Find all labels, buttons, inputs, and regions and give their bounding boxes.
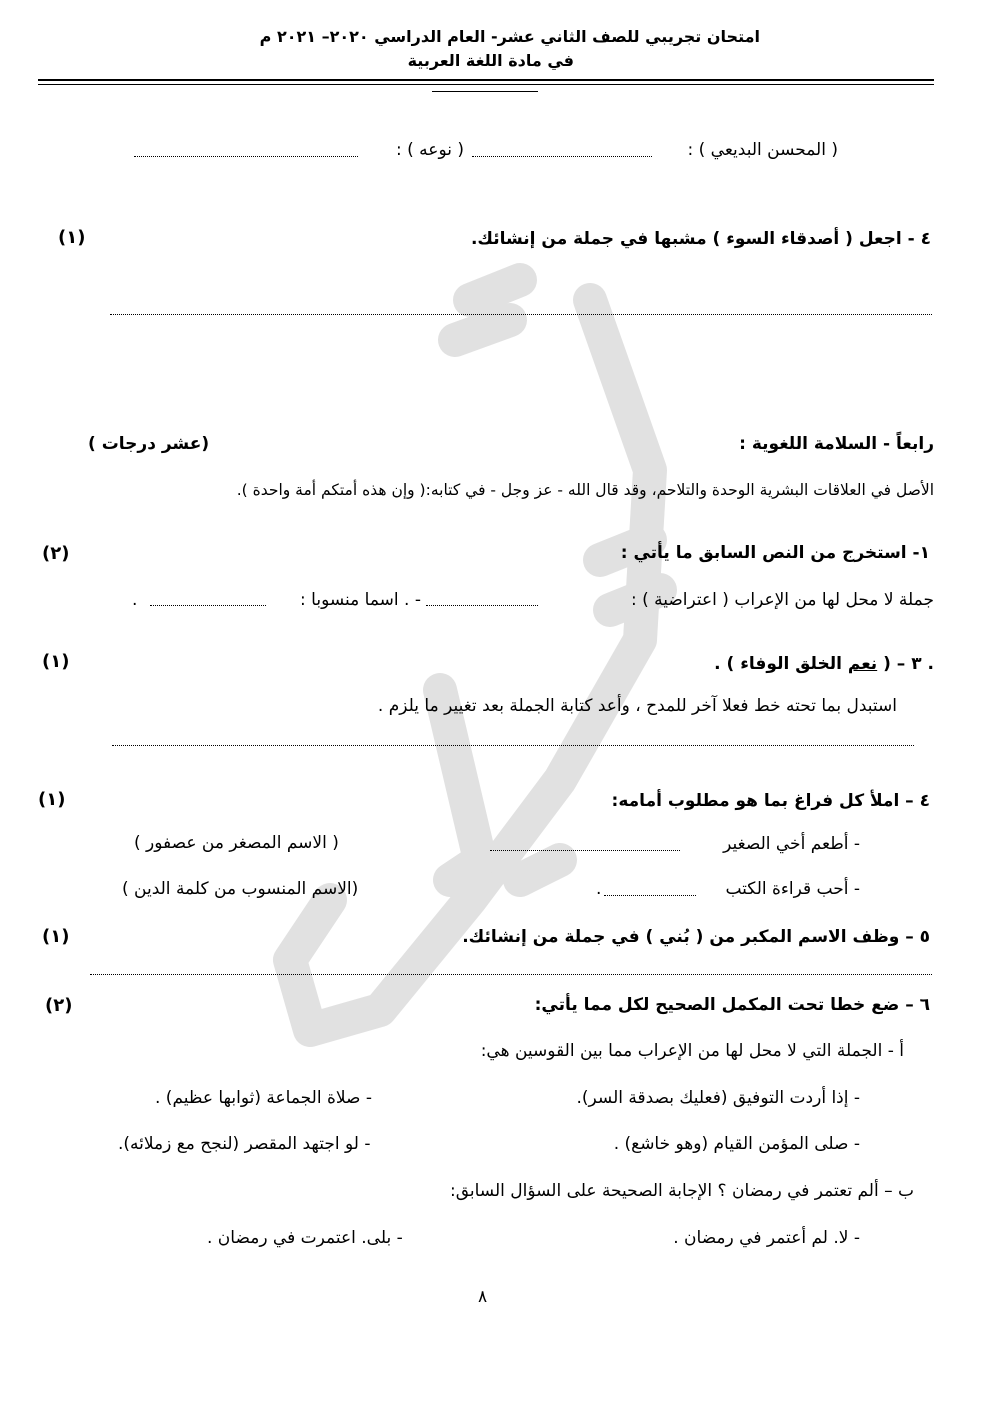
q5-answer-blank[interactable]: [90, 974, 932, 975]
section-grade: (عشر درجات ): [88, 434, 210, 454]
q3-question: [714, 653, 934, 675]
q6-mark: (٢): [45, 995, 73, 1016]
section-passage: الأصل في العلاقات البشرية الوحدة والتلاحم، وقد قال الله - عز وجل - في كتابه:( وإن هذه أمتكم أمة واحدة ).: [236, 481, 934, 499]
section-title: رابعاً - السلامة اللغوية :: [739, 434, 934, 454]
q4-item2: - أحب قراءة الكتب: [725, 879, 860, 899]
q6-a-option-4[interactable]: - لو اجتهد المقصر (لنجح مع زملائه).: [118, 1134, 371, 1154]
q1-blank-b[interactable]: [150, 605, 266, 606]
q4-mark: (١): [38, 789, 66, 810]
q4-item2-end: .: [596, 879, 602, 899]
q3-underlined-word: نعم: [847, 654, 878, 674]
q3-prefix: . ٣ – (: [883, 654, 934, 674]
q6-a-option-1[interactable]: - إذا أردت التوفيق (فعليك بصدقة السر).: [576, 1088, 860, 1108]
q1-blank-a[interactable]: [426, 605, 538, 606]
q6-title: ٦ – ضع خطا تحت المكمل الصحيح لكل مما يأتي:: [534, 995, 930, 1015]
q1-end: .: [132, 590, 138, 610]
badi-label: ( المحسن البديعي ) :: [687, 140, 838, 160]
q3-mark: (١): [42, 651, 70, 672]
q6-a-option-3[interactable]: - صلى المؤمن القيام (وهو خاشع) .: [613, 1134, 860, 1154]
q1-title: ١- استخرج من النص السابق ما يأتي :: [620, 543, 930, 563]
q3-rest: الخلق الوفاء ) .: [714, 654, 842, 674]
page-number: ٨: [478, 1287, 488, 1307]
q4-top-text: ٤ - اجعل ( أصدقاء السوء ) مشبها في جملة من إنشائك.: [470, 229, 931, 249]
badi-type-blank[interactable]: [134, 156, 358, 157]
header-rule-top: [38, 79, 934, 81]
q1-item-a: جملة لا محل لها من الإعراب ( اعتراضية ) :: [630, 590, 934, 610]
q4-title: ٤ – املأ كل فراغ بما هو مطلوب أمامه:: [611, 791, 930, 811]
q3-answer-blank[interactable]: [112, 745, 914, 746]
q4-blank1[interactable]: [490, 850, 680, 851]
badi-type-label: ( نوعه ) :: [396, 140, 464, 160]
exam-title: امتحان تجريبي للصف الثاني عشر- العام الدراسي ٢٠٢٠– ٢٠٢١ م: [259, 27, 760, 46]
q5-title: ٥ – وظف الاسم المكبر من ( بُني ) في جملة من إنشائك.: [462, 927, 930, 947]
q4-hint2: (الاسم المنسوب من كلمة الدين ): [122, 879, 359, 899]
q1-mark: (٢): [42, 543, 70, 564]
q4-top-mark: (١): [58, 227, 86, 248]
q5-mark: (١): [42, 926, 70, 947]
header-rule-short: [432, 91, 538, 92]
q4-hint1: ( الاسم المصغر من عصفور ): [134, 833, 339, 853]
header-rule-bottom: [38, 84, 934, 85]
q6-a-option-2[interactable]: - صلاة الجماعة (ثوابها عظيم) .: [155, 1088, 372, 1108]
q4-top-answer-blank[interactable]: [110, 314, 932, 315]
badi-answer-blank[interactable]: [472, 156, 652, 157]
q6-b-option-2[interactable]: - بلى. اعتمرت في رمضان .: [207, 1228, 403, 1248]
q4-blank2[interactable]: [604, 895, 696, 896]
exam-subject: في مادة اللغة العربية: [407, 51, 574, 70]
q6-part-a: أ - الجملة التي لا محل لها من الإعراب مما بين القوسين هي:: [480, 1041, 904, 1061]
q6-b-option-1[interactable]: - لا. لم أعتمر في رمضان .: [673, 1228, 860, 1248]
q4-item1: - أطعم أخي الصغير: [723, 834, 860, 854]
q1-item-b: - . اسما منسوبا :: [300, 590, 421, 610]
q3-instruction: استبدل بما تحته خط فعلا آخر للمدح ، وأعد كتابة الجملة بعد تغيير ما يلزم .: [377, 696, 897, 716]
q6-part-b: ب – ألم تعتمر في رمضان ؟ الإجابة الصحيحة على السؤال السابق:: [449, 1181, 914, 1201]
